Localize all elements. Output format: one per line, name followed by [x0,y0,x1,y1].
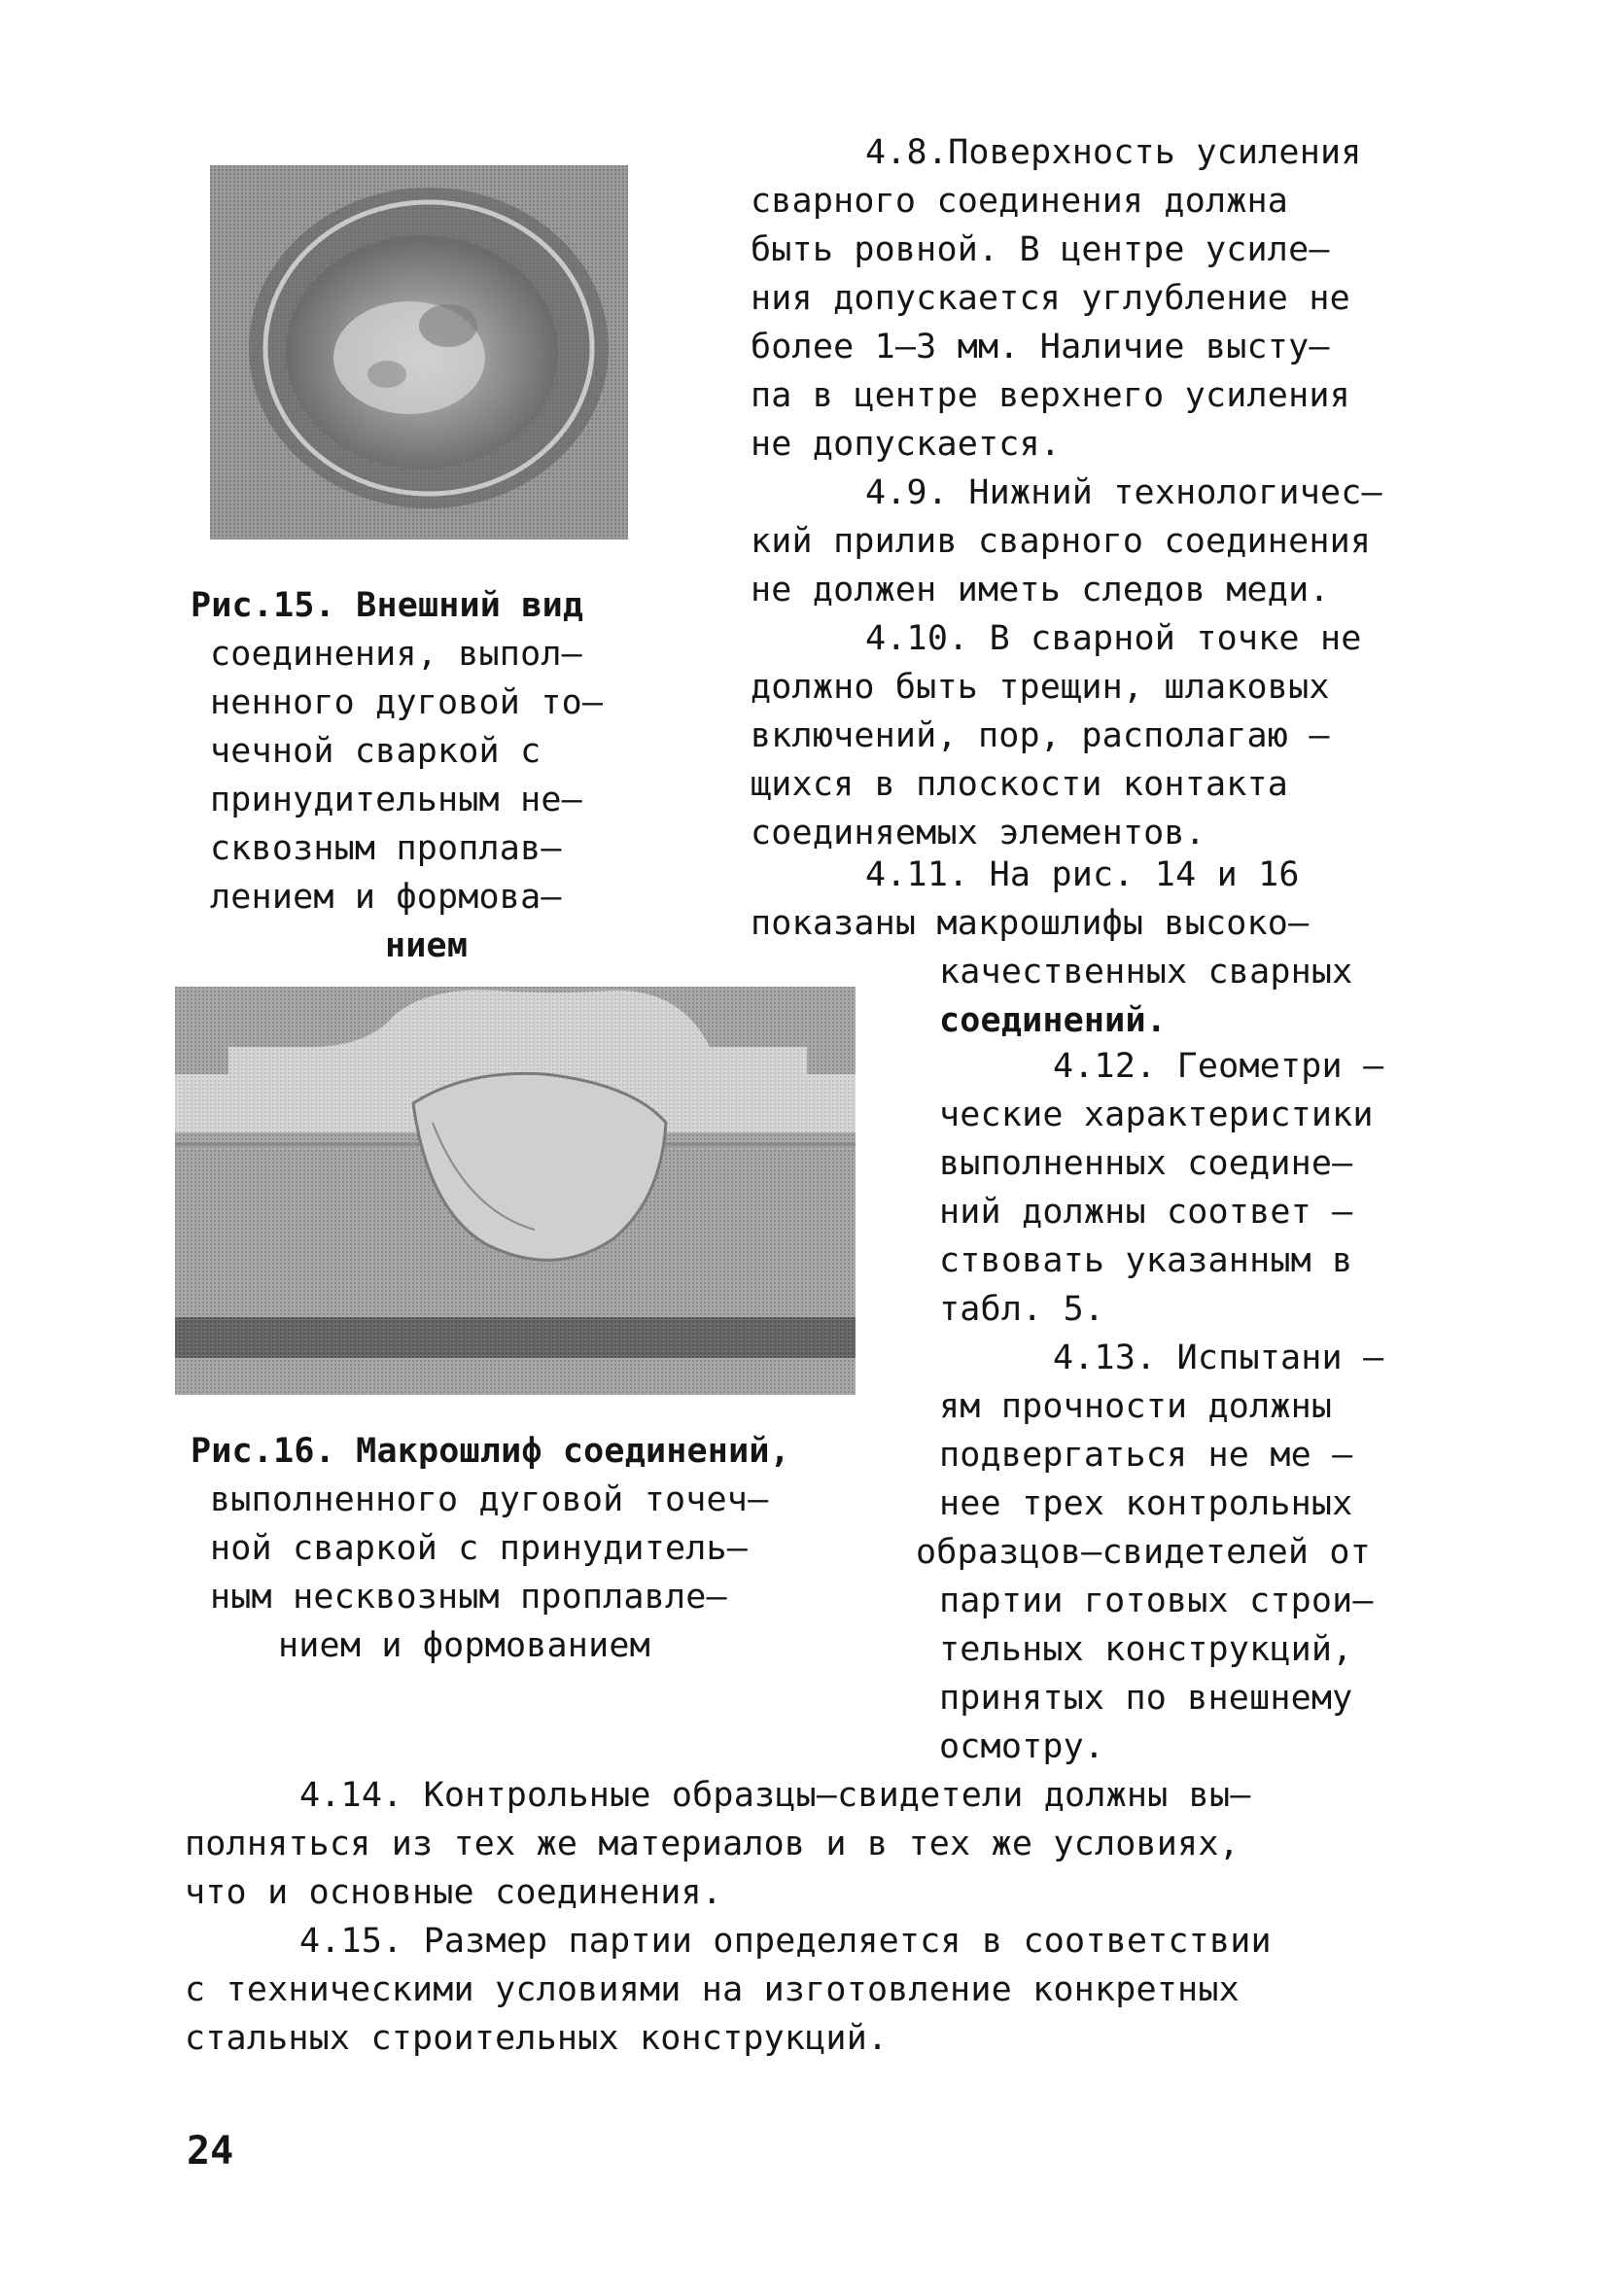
paragraph-4-11-line: соединений. [939,1001,1167,1040]
paragraph-4-15-line: стальных строительных конструкций. [185,2019,889,2058]
figure-16-caption-line: нием и формованием [278,1626,650,1665]
figure-15-caption-line: сквозным проплав– [210,829,562,868]
paragraph-4-9-line: 4.9. Нижний технологичес– [865,473,1382,512]
paragraph-4-8-line: 4.8.Поверхность усиления [865,133,1362,172]
figure-15-caption-line: ненного дуговой то– [210,683,604,722]
paragraph-4-10-line: соединяемых элементов. [751,814,1206,852]
paragraph-4-11-line: качественных сварных [939,953,1353,991]
figure-15-caption-line: нием [385,926,469,965]
paragraph-4-12-line: табл. 5. [939,1290,1105,1329]
paragraph-4-8-line: не допускается. [751,425,1062,464]
figure-15-caption-line: лением и формова– [210,878,562,917]
paragraph-4-13-line: ям прочности должны [939,1387,1333,1426]
paragraph-4-12-line: выполненных соедине– [939,1144,1353,1183]
paragraph-4-11-line: показаны макрошлифы высоко– [751,904,1310,943]
paragraph-4-8-line: быть ровной. В центре усиле– [751,230,1330,269]
paragraph-4-14-line: полняться из тех же материалов и в тех же условиях, [185,1825,1240,1863]
paragraph-4-8-line: более 1–3 мм. Наличие высту– [751,328,1330,366]
paragraph-4-13-line: 4.13. Испытани – [1053,1339,1384,1377]
figure-16-caption-line: ным несквозным проплавле– [210,1578,727,1617]
page-number: 24 [187,2129,234,2174]
paragraph-4-9-line: кий прилив сварного соединения [751,522,1372,561]
figure-15-photo [210,165,628,539]
figure-15-caption-line: Рис.15. Внешний вид [191,586,584,625]
paragraph-4-14-line: 4.14. Контрольные образцы–свидетели должны вы– [299,1776,1251,1815]
figure-15-caption-line: чечной сваркой с [210,732,542,771]
paragraph-4-12-line: ческие характеристики [939,1096,1374,1134]
figure-16-caption-line: ной сваркой с принудитель– [210,1529,749,1568]
paragraph-4-13-line: подвергаться не ме – [939,1436,1353,1475]
paragraph-4-11-line: 4.11. На рис. 14 и 16 [865,855,1300,894]
figure-15-caption-line: соединения, выпол– [210,635,582,674]
paragraph-4-10-line: 4.10. В сварной точке не [865,619,1362,658]
paragraph-4-15-line: с техническими условиями на изготовление конкретных [185,1970,1240,2009]
paragraph-4-10-line: включений, пор, располагаю – [751,716,1330,755]
figure-16-caption-line: выполненного дуговой точеч– [210,1480,769,1519]
paragraph-4-13-line: образцов–свидетелей от [916,1533,1371,1572]
paragraph-4-8-line: ния допускается углубление не [751,279,1350,318]
paragraph-4-12-line: ний должны соответ – [939,1193,1353,1232]
paragraph-4-13-line: принятых по внешнему [939,1679,1353,1718]
paragraph-4-13-line: тельных конструкций, [939,1630,1353,1669]
figure-16-caption-line: Рис.16. Макрошлиф соединений, [191,1432,790,1471]
paragraph-4-10-line: щихся в плоскости контакта [751,765,1289,804]
paragraph-4-10-line: должно быть трещин, шлаковых [751,668,1330,707]
paragraph-4-12-line: 4.12. Геометри – [1053,1047,1384,1086]
paragraph-4-8-line: сварного соединения должна [751,182,1289,221]
paragraph-4-13-line: осмотру. [939,1727,1105,1766]
paragraph-4-13-line: нее трех контрольных [939,1484,1353,1523]
paragraph-4-13-line: партии готовых строи– [939,1582,1374,1620]
paragraph-4-9-line: не должен иметь следов меди. [751,571,1330,609]
figure-15-caption-line: принудительным не– [210,781,582,819]
paragraph-4-8-line: па в центре верхнего усиления [751,376,1350,415]
figure-16-photo [175,987,856,1395]
paragraph-4-15-line: 4.15. Размер партии определяется в соответствии [299,1922,1272,1961]
paragraph-4-14-line: что и основные соединения. [185,1873,723,1912]
paragraph-4-12-line: ствовать указанным в [939,1241,1353,1280]
